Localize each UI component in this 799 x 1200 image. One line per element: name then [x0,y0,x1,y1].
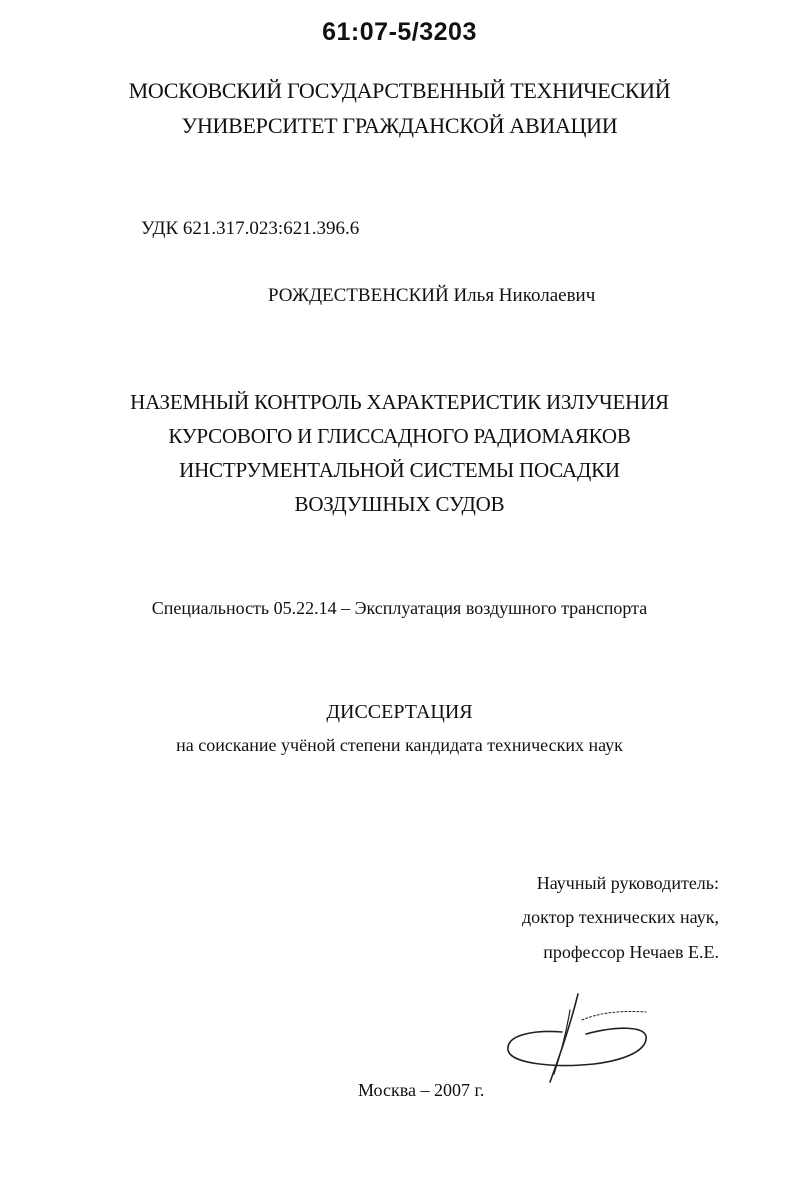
city-year: Москва – 2007 г. [358,1080,485,1100]
signature [496,990,666,1090]
supervisor-name: профессор Нечаев Е.Е. [543,942,719,962]
author-name: РОЖДЕСТВЕНСКИЙ Илья Николаевич [268,285,596,306]
stamp-number: 61:07-5/3203 [322,18,477,46]
signature-stroke-3 [582,1011,646,1020]
organization-line-1: МОСКОВСКИЙ ГОСУДАРСТВЕННЫЙ ТЕХНИЧЕСКИЙ [128,78,671,103]
title-line-3: ИНСТРУМЕНТАЛЬНОЙ СИСТЕМЫ ПОСАДКИ [179,458,620,482]
title-line-2: КУРСОВОГО И ГЛИССАДНОГО РАДИОМАЯКОВ [168,424,631,448]
document-type: ДИССЕРТАЦИЯ [326,701,473,723]
supervisor-role: Научный руководитель: [536,873,719,893]
organization-line-2: УНИВЕРСИТЕТ ГРАЖДАНСКОЙ АВИАЦИИ [181,113,618,138]
specialty: Специальность 05.22.14 – Эксплуатация воздушного транспорта [151,598,648,618]
signature-loop [508,1028,646,1065]
title-line-4: ВОЗДУШНЫХ СУДОВ [294,492,505,516]
supervisor-degree: доктор технических наук, [522,907,719,927]
title-line-1: НАЗЕМНЫЙ КОНТРОЛЬ ХАРАКТЕРИСТИК ИЗЛУЧЕНИЯ [130,390,669,414]
degree-sought: на соискание учёной степени кандидата технических наук [176,735,623,755]
udk-code: УДК 621.317.023:621.396.6 [141,218,360,239]
